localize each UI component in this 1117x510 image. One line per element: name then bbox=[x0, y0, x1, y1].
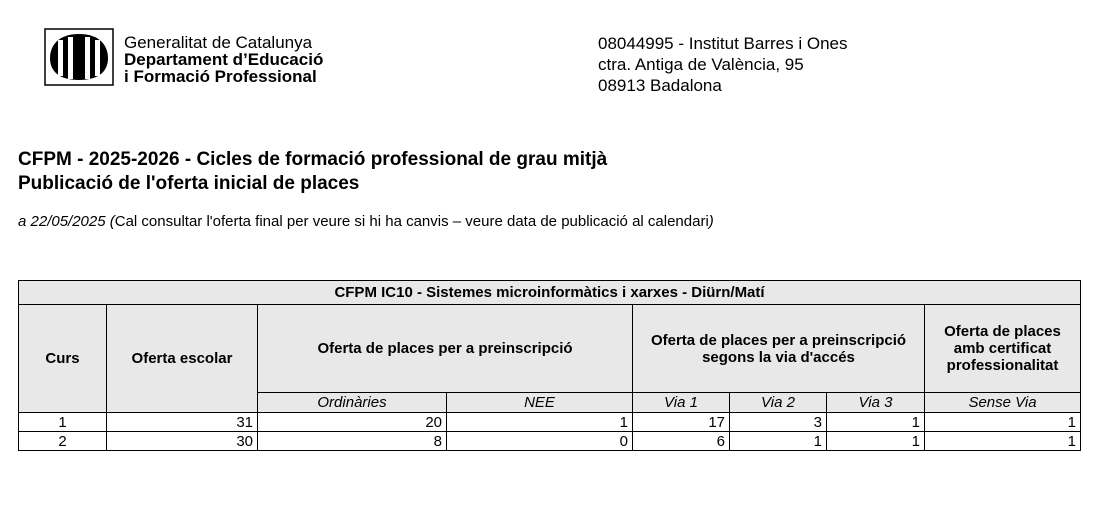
cell-oferta: 30 bbox=[107, 432, 258, 451]
page-title bbox=[18, 148, 607, 196]
publication-note bbox=[18, 213, 714, 231]
subheader-via-3: Via 3 bbox=[827, 393, 925, 413]
school-name: 08044995 - Institut Barres i Ones bbox=[598, 34, 848, 53]
organization-name bbox=[124, 34, 323, 85]
col-header-certificat: Oferta de places amb certificat professionalitat bbox=[925, 305, 1081, 393]
title-line-1: CFPM - 2025-2026 - Cicles de formació professional de grau mitjà bbox=[18, 149, 608, 170]
cell-via-3: 1 bbox=[827, 413, 925, 432]
cell-ordinaries: 8 bbox=[258, 432, 447, 451]
org-line-2: Departament d’Educació bbox=[124, 50, 324, 69]
subheader-via-1: Via 1 bbox=[633, 393, 730, 413]
school-city: 08913 Badalona bbox=[598, 76, 722, 95]
subheader-via-2: Via 2 bbox=[730, 393, 827, 413]
cell-nee: 1 bbox=[447, 413, 633, 432]
table-row bbox=[19, 413, 1081, 432]
cell-curs: 2 bbox=[19, 432, 107, 451]
col-header-via-acces: Oferta de places per a preinscripció segons la via d'accés bbox=[633, 305, 925, 393]
cell-via-3: 1 bbox=[827, 432, 925, 451]
school-address bbox=[598, 33, 847, 96]
org-line-1: Generalitat de Catalunya bbox=[124, 33, 313, 52]
col-header-oferta-escolar: Oferta escolar bbox=[107, 305, 258, 413]
places-offer-table bbox=[18, 280, 1081, 451]
generalitat-logo-icon bbox=[44, 28, 114, 86]
cell-via-2: 1 bbox=[730, 432, 827, 451]
subheader-ordinaries: Ordinàries bbox=[258, 393, 447, 413]
cell-nee: 0 bbox=[447, 432, 633, 451]
subheader-nee: NEE bbox=[447, 393, 633, 413]
org-line-3: i Formació Professional bbox=[124, 67, 317, 86]
table-row bbox=[19, 432, 1081, 451]
publication-date: a 22/05/2025 ( bbox=[18, 213, 115, 230]
cell-oferta: 31 bbox=[107, 413, 258, 432]
subheader-sense-via: Sense Via bbox=[925, 393, 1081, 413]
cell-via-1: 6 bbox=[633, 432, 730, 451]
cell-sense-via: 1 bbox=[925, 413, 1081, 432]
publication-note-close: ) bbox=[708, 213, 714, 230]
cell-ordinaries: 20 bbox=[258, 413, 447, 432]
col-header-curs: Curs bbox=[19, 305, 107, 413]
publication-note-text: Cal consultar l'oferta final per veure si hi ha canvis – veure data de publicació al calendari bbox=[114, 213, 709, 230]
cell-via-1: 17 bbox=[633, 413, 730, 432]
table-caption: CFPM IC10 - Sistemes microinformàtics i xarxes - Diürn/Matí bbox=[19, 281, 1081, 305]
col-header-preinscripcio: Oferta de places per a preinscripció bbox=[258, 305, 633, 393]
cell-curs: 1 bbox=[19, 413, 107, 432]
school-street: ctra. Antiga de València, 95 bbox=[598, 55, 804, 74]
title-line-2: Publicació de l'oferta inicial de places bbox=[18, 173, 360, 194]
cell-via-2: 3 bbox=[730, 413, 827, 432]
cell-sense-via: 1 bbox=[925, 432, 1081, 451]
